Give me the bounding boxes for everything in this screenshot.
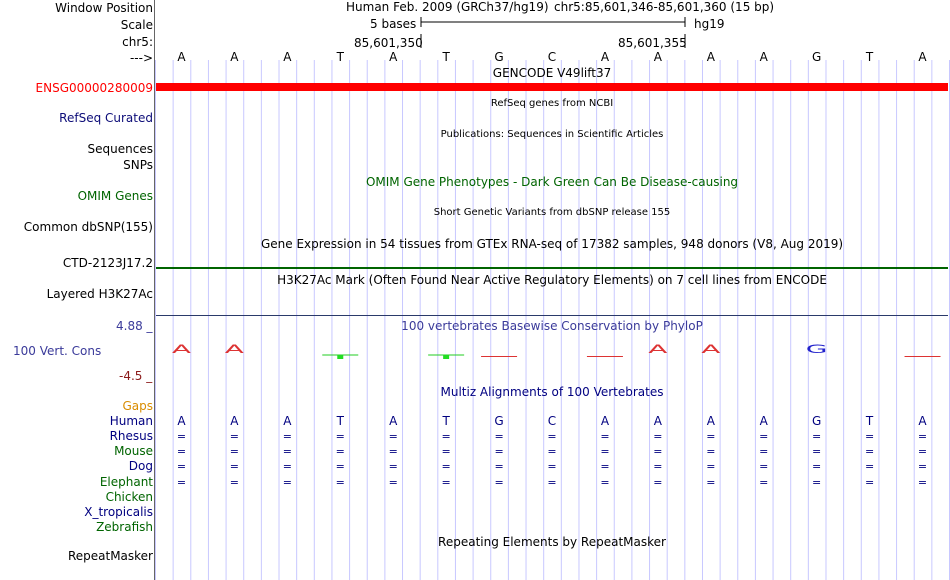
human-alignment-base: A [230,414,239,428]
coord-left: 85,601,350 [354,36,423,50]
alignment-match: = [812,445,822,458]
gencode-gene-bar[interactable] [156,83,948,91]
alignment-match: = [388,476,398,489]
base-letter: T [442,50,450,64]
phylop-mark [443,355,449,359]
h3k27ac-baseline [156,315,948,316]
base-letter: A [600,50,610,64]
omim-track-title[interactable]: OMIM Gene Phenotypes - Dark Green Can Be Disease-causing [365,175,739,189]
alignment-match: = [547,445,557,458]
phylop-label[interactable]: 100 Vert. Cons [13,344,102,358]
phylop-glyph: A [648,342,668,356]
strand-arrow-label: ---> [129,51,153,65]
publications-label-snps[interactable]: SNPs [123,158,153,172]
alignment-match: = [812,460,822,473]
phylop-glyph: A [224,342,244,356]
base-letter: A [230,50,239,64]
alignment-match: = [494,476,504,489]
base-letter: A [389,50,398,64]
alignment-match: = [864,476,875,489]
human-alignment-base: T [336,414,344,428]
human-alignment-base: A [918,414,927,428]
alignment-match: = [653,430,663,443]
gencode-item-label[interactable]: ENSG00000280009 [35,81,153,95]
alignment-match: = [335,430,345,443]
base-letter: G [812,50,822,64]
multiz-track-title[interactable]: Multiz Alignments of 100 Vertebrates [440,385,664,399]
base-letter: A [653,50,662,64]
phylop-track-title[interactable]: 100 vertebrates Basewise Conservation by PhyloP [401,319,703,333]
phylop-max-label: 4.88 _ [116,319,153,333]
species-label[interactable]: Elephant [99,475,153,489]
alignment-match: = [441,445,451,458]
alignment-match: = [176,430,187,443]
repeatmasker-label[interactable]: RepeatMasker [67,549,153,563]
window-position-label: Window Position [55,1,153,15]
human-alignment-base: T [442,414,450,428]
gtex-label[interactable]: CTD-2123J17.2 [62,256,153,270]
human-alignment-base: G [812,414,822,428]
alignment-match: = [706,430,716,443]
alignment-match: = [600,445,610,458]
alignment-match: = [229,476,239,489]
omim-label[interactable]: OMIM Genes [77,189,153,203]
human-alignment-base: A [600,414,610,428]
human-alignment-base: A [283,414,292,428]
alignment-match: = [864,460,875,473]
alignment-match: = [653,476,663,489]
alignment-match: = [600,476,610,489]
alignment-match: = [176,476,187,489]
coord-right: 85,601,355 [618,36,687,50]
alignment-match: = [547,460,557,473]
species-label[interactable]: Human [109,414,153,428]
alignment-match: = [494,445,504,458]
alignment-match: = [494,460,504,473]
phylop-glyph: G [805,342,828,356]
human-alignment-base: A [653,414,662,428]
alignment-match: = [388,430,398,443]
gencode-track-title[interactable]: GENCODE V49lift37 [492,66,612,80]
base-letter: C [547,50,557,64]
human-alignment-base: A [706,414,715,428]
species-label[interactable]: Dog [128,459,153,473]
alignment-match: = [229,460,239,473]
alignment-match: = [282,476,292,489]
alignment-match: = [600,460,610,473]
alignment-match: = [229,445,239,458]
alignment-match: = [653,460,663,473]
species-label[interactable]: Rhesus [109,429,153,443]
alignment-match: = [547,430,557,443]
alignment-match: = [706,445,716,458]
alignment-match: = [864,445,875,458]
alignment-match: = [864,430,875,443]
dbsnp-label[interactable]: Common dbSNP(155) [23,220,153,234]
gtex-track-title[interactable]: Gene Expression in 54 tissues from GTEx RNA-seq of 17382 samples, 948 donors (V8, Aug 2019) [260,237,844,251]
base-letter: T [865,50,874,64]
species-label[interactable]: Mouse [114,444,153,458]
base-letter: A [759,50,768,64]
alignment-match: = [759,445,769,458]
phylop-min-label: -4.5 _ [119,369,153,383]
alignment-match: = [441,430,451,443]
human-alignment-base: T [865,414,874,428]
alignment-match: = [600,430,610,443]
phylop-glyph: A [171,342,192,356]
alignment-match: = [229,430,239,443]
alignment-match: = [917,460,928,473]
base-letter: A [177,50,186,64]
publications-label-sequences[interactable]: Sequences [87,142,153,156]
position-text[interactable]: chr5:85,601,346-85,601,360 (15 bp) [554,0,775,14]
alignment-match: = [282,445,292,458]
species-label[interactable]: Chicken [105,490,153,504]
base-letter: A [706,50,715,64]
species-label[interactable]: X_tropicalis [84,505,153,519]
dbsnp-track-title[interactable]: Short Genetic Variants from dbSNP release 155 [433,207,671,218]
alignment-match: = [441,476,451,489]
alignment-match: = [335,445,345,458]
base-letter: G [494,50,504,64]
scale-text: 5 bases [370,17,417,31]
phylop-logo [0,340,950,370]
publications-track-title[interactable]: Publications: Sequences in Scientific Articles [440,129,664,140]
assembly-short: hg19 [694,17,725,31]
repeatmasker-track-title[interactable]: Repeating Elements by RepeatMasker [438,535,666,549]
human-alignment-base: A [759,414,768,428]
assembly-text: Human Feb. 2009 (GRCh37/hg19) [346,0,549,14]
refseq-label[interactable]: RefSeq Curated [59,111,153,125]
alignment-match: = [176,460,187,473]
h3k27ac-track-title[interactable]: H3K27Ac Mark (Often Found Near Active Regulatory Elements) on 7 cell lines from ENCODE [277,273,827,287]
alignment-match: = [494,430,504,443]
alignment-match: = [706,476,716,489]
alignment-match: = [282,460,292,473]
human-alignment-base: A [389,414,398,428]
alignment-match: = [917,430,928,443]
base-letter: A [283,50,292,64]
gaps-label[interactable]: Gaps [122,399,153,413]
alignment-match: = [176,445,187,458]
h3k27ac-label[interactable]: Layered H3K27Ac [46,287,153,301]
alignment-match: = [917,476,928,489]
alignment-match: = [547,476,557,489]
alignment-match: = [335,460,345,473]
alignment-match: = [812,476,822,489]
alignment-match: = [812,430,822,443]
phylop-mark [337,355,343,359]
gtex-gene-bar[interactable] [156,267,948,269]
alignment-match: = [388,445,398,458]
human-alignment-base: C [547,414,557,428]
species-label[interactable]: Zebrafish [96,520,153,534]
human-alignment-base: G [494,414,504,428]
phylop-glyph: A [701,342,721,356]
base-letter: T [336,50,344,64]
alignment-match: = [441,460,451,473]
alignment-match: = [759,460,769,473]
alignment-match: = [282,430,292,443]
alignment-match: = [335,476,345,489]
alignment-match: = [759,476,769,489]
alignment-match: = [759,430,769,443]
alignment-match: = [706,460,716,473]
alignment-match: = [653,445,663,458]
scale-label: Scale [120,18,153,32]
refseq-track-title[interactable]: RefSeq genes from NCBI [490,98,614,109]
chr-label: chr5: [122,35,153,49]
human-alignment-base: A [177,414,186,428]
base-letter: A [918,50,927,64]
alignment-match: = [388,460,398,473]
alignment-match: = [917,445,928,458]
